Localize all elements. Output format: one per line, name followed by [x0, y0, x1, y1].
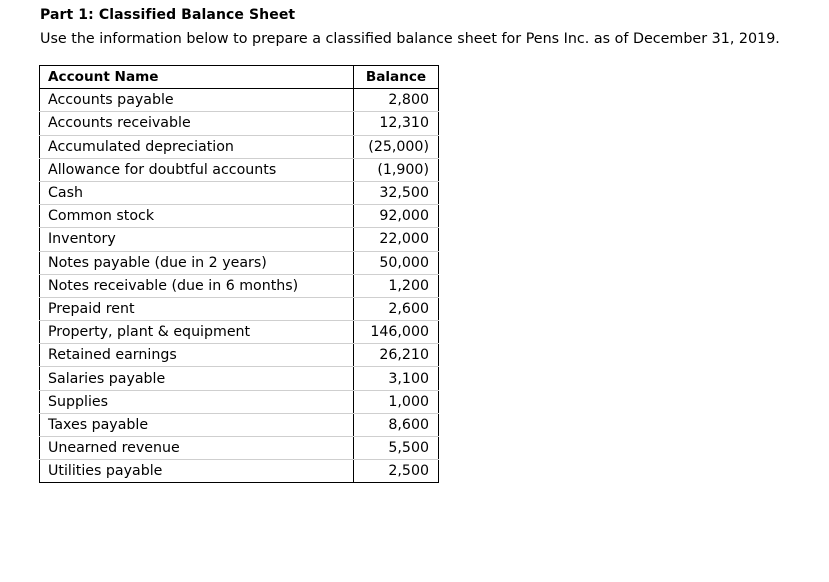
- balance-cell: 1,000: [354, 390, 439, 413]
- account-cell: Notes receivable (due in 6 months): [40, 274, 354, 297]
- table-row: [40, 228, 439, 251]
- table-header-row: [40, 66, 439, 89]
- account-cell: Prepaid rent: [40, 297, 354, 320]
- balance-cell: 26,210: [354, 344, 439, 367]
- balance-cell: 50,000: [354, 251, 439, 274]
- account-cell: Unearned revenue: [40, 437, 354, 460]
- balance-cell: (25,000): [354, 135, 439, 158]
- table-row: [40, 390, 439, 413]
- account-name-header: Account Name: [40, 66, 354, 89]
- account-cell: Accounts payable: [40, 89, 354, 112]
- account-cell: Salaries payable: [40, 367, 354, 390]
- table-row: [40, 181, 439, 204]
- table-row: [40, 89, 439, 112]
- balance-cell: 146,000: [354, 321, 439, 344]
- account-cell: Utilities payable: [40, 460, 354, 483]
- balance-cell: 2,800: [354, 89, 439, 112]
- balance-cell: 5,500: [354, 437, 439, 460]
- account-cell: Property, plant & equipment: [40, 321, 354, 344]
- instructions-text: Use the information below to prepare a classified balance sheet for Pens Inc. as of December 31, 2019.: [40, 31, 780, 47]
- table-row: [40, 344, 439, 367]
- table-row: [40, 251, 439, 274]
- table-row: [40, 112, 439, 135]
- balance-cell: 12,310: [354, 112, 439, 135]
- balance-cell: 32,500: [354, 181, 439, 204]
- account-cell: Supplies: [40, 390, 354, 413]
- table-row: [40, 413, 439, 436]
- account-cell: Cash: [40, 181, 354, 204]
- table-row: [40, 321, 439, 344]
- account-cell: Common stock: [40, 205, 354, 228]
- balance-cell: 2,500: [354, 460, 439, 483]
- balance-cell: (1,900): [354, 158, 439, 181]
- balance-cell: 1,200: [354, 274, 439, 297]
- table-row: [40, 367, 439, 390]
- table-body: [40, 89, 439, 483]
- balance-cell: 3,100: [354, 367, 439, 390]
- balance-cell: 2,600: [354, 297, 439, 320]
- balance-cell: 22,000: [354, 228, 439, 251]
- balance-header: Balance: [354, 66, 439, 89]
- table-row: [40, 135, 439, 158]
- account-cell: Retained earnings: [40, 344, 354, 367]
- account-cell: Accumulated depreciation: [40, 135, 354, 158]
- balance-cell: 8,600: [354, 413, 439, 436]
- table-row: [40, 158, 439, 181]
- table-row: [40, 205, 439, 228]
- account-cell: Taxes payable: [40, 413, 354, 436]
- account-cell: Inventory: [40, 228, 354, 251]
- section-heading: Part 1: Classified Balance Sheet: [40, 7, 296, 23]
- balance-cell: 92,000: [354, 205, 439, 228]
- account-cell: Accounts receivable: [40, 112, 354, 135]
- account-cell: Allowance for doubtful accounts: [40, 158, 354, 181]
- account-cell: Notes payable (due in 2 years): [40, 251, 354, 274]
- account-balance-table: [39, 65, 439, 483]
- table-row: [40, 274, 439, 297]
- table-row: [40, 460, 439, 483]
- table-row: [40, 437, 439, 460]
- table-row: [40, 297, 439, 320]
